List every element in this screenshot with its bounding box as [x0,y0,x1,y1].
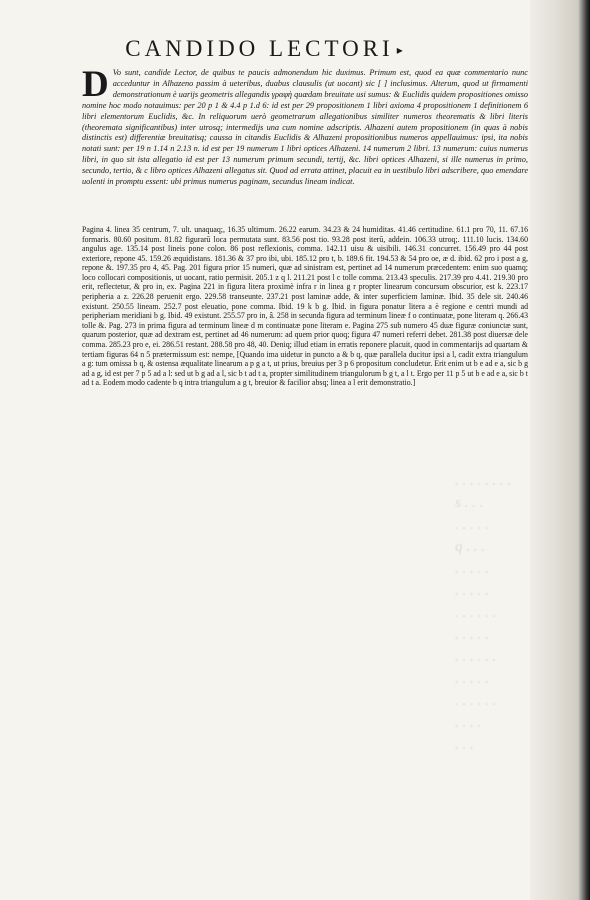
title-ornament-icon: ▸ [396,43,403,57]
drop-cap: D [82,64,109,105]
page-title [0,36,528,62]
preface-paragraph [82,64,528,188]
show-through-text: . . . . . . . . s . . . . . . . . q . . . . . . . . . . . . . . . . . . . . . . . . . . . . . . . . . . . . . . . . . . . . . . . . [455,473,512,753]
preface-text: Vo sunt, candide Lector, de quibus te paucis admonendum hic duximus. Primum est, quod ea quæ commentario nunc acceduntur in Alhazeno passim à ueteribus, duabus clausulis (ut uocant) sic [ ] inclusimus. Alterum, quod ut firmamenti demonstrationum è uarijs geometris allegandis γραφὴ quædam breuitate usi sumus: & Euclidis quidem propositiones omisso nomine hoc modo notauimus: per 20 p 1 & 4.4 p 1.d 6: id est per 29 propositionem 1 libri axioma 4 propositionem 1 definitionem 6 libri elementorum Euclidis, &c. In reliquorum uerò geometrarum allegationibus similiter numeros theorematis & libri literis (theoremata significantibus) inter utrosq; intermedijs una cum nomine adscriptis. Alhazeni autem propositionem (in quas à nobis distinctis est) differentiæ breuitatisq; caussa in citandis Euclidis & Alhazeni propositionibus numeros appellauimus: ipsi, ita nobis notati sunt: per 19 n 1.14 n 2.13 n. id est per 19 numerum 1 libri optices Alhazeni. 14 numerum 2 libri. 13 numerum: cuius numerus libri, in quo sit ista allegatio id est per 13 numerum primum secundi, tertij, &c. libri optices Alhazeni, si ille numerus in primo, secundo, tertio, & c libro optices Alhazeni allegatus sit. Quod ad errata attinet, placuit ea in uestibulo libri adscribere, quo emendare uolenti in promptu essent: ubi primus numerus paginam, secundus lineam indicat. [82,68,528,187]
page-title-text: CANDIDO LECTORI [125,36,394,61]
errata-paragraph: Pagina 4. linea 35 centrum, 7. ult. unaquaq;, 16.35 ultimum. 26.22 earum. 34.23 & 24 humiditas. 41.46 certitudine. 61.1 pro 70, 11. 67.16 formaris. 80.60 positum. 81.82 figurarū loca permutata sunt. 83.56 post tio. 93.28 post iterū, addein. 106.33 utroq;. 111.10 lucis. 134.60 angulus age. 135.14 post lineis pone colon. 86 post reflexionis, comma. 142.11 uisu & uisibili. 146.31 concurret. 156.49 pro 44 post exteriore, repone 45. 159.26 æquidistans. 181.36 & 37 pro ibi, ubi. 185.12 pro t, b. 189.6 fit. 194.53 & 54 pro oe, æ d. ibid. 62 pro i post a g, repone &. 197.35 pro 4, 45. Pag. 201 figura prior 15 numeri, quæ ad sinistram est, pertinet ad 14 numerum præcedentem: enim suo quamq; loco collocari compositionis, ut uocant, ratio permisit. 205.1 z q l. 211.21 post l c tolle comma. 213.43 speculis. 217.39 pro 4.41. 219.30 pro erit, reflectetur, & pro in, ex. Pagina 221 in figura litera proximè infra r in linea g r propter linearum concursum obscurior, est k. 223.17 peripheria a z. 226.28 peruenit ergo. 229.58 transeunte. 237.21 post laminæ adde, & inter superficiem laminæ. Ibid. 35 dele sit. 240.46 existunt. 250.55 lineam. 252.7 post eleuatio, pone comma. Ibid. 19 k b g. Ibid. in figura ponatur litera a è regione e centri mundi ad peripheriam meridiani b g. Ibid. 49 existunt. 255.57 pro in, â. 258 in secunda figura ad terminum lineæ f o continuatæ, pone literam q. 266.43 tolle &. Pag. 273 in prima figura ad terminum lineæ d m continuatæ pone literam e. Pagina 275 sub numero 45 duæ figuræ coniunctæ sunt, quarum posterior, quæ ad dextram est, pertinet ad 46 numerum: ad quem prior quoq; figura 47 numeri referri debet. 281.38 post diuersæ dele comma. 285.23 pro e, ei. 286.51 restant. 288.58 pro 48, 40. Deniq; illud etiam in erratis reponere placuit, quod in commentarijs ad quartam & tertiam figuras 64 n 5 prætermissum est: nempe, [Quando ima uidetur in puncto a & b q, quæ parallela ducitur ipsi a l, cadit extra triangulum a g: tum omissa b q, & ostensa æqualitate linearum a p g a t, ut prius, breuius per 3 p 6 propositum concludetur. Erit enim ut b e ad e a, sic b g ad a g, id est per 7 p 5 ad a l: sed ut b g ad a l, sic b t ad t a, propter similitudinem triangulorum b g t, a l t. Ergo per 11 p 5 ut b e ad e a, sic b t ad t a. Eodem modo cadente b q intra triangulum a g t, breuior & facilior absq; linea a l erit demonstratio.] [82,225,528,388]
